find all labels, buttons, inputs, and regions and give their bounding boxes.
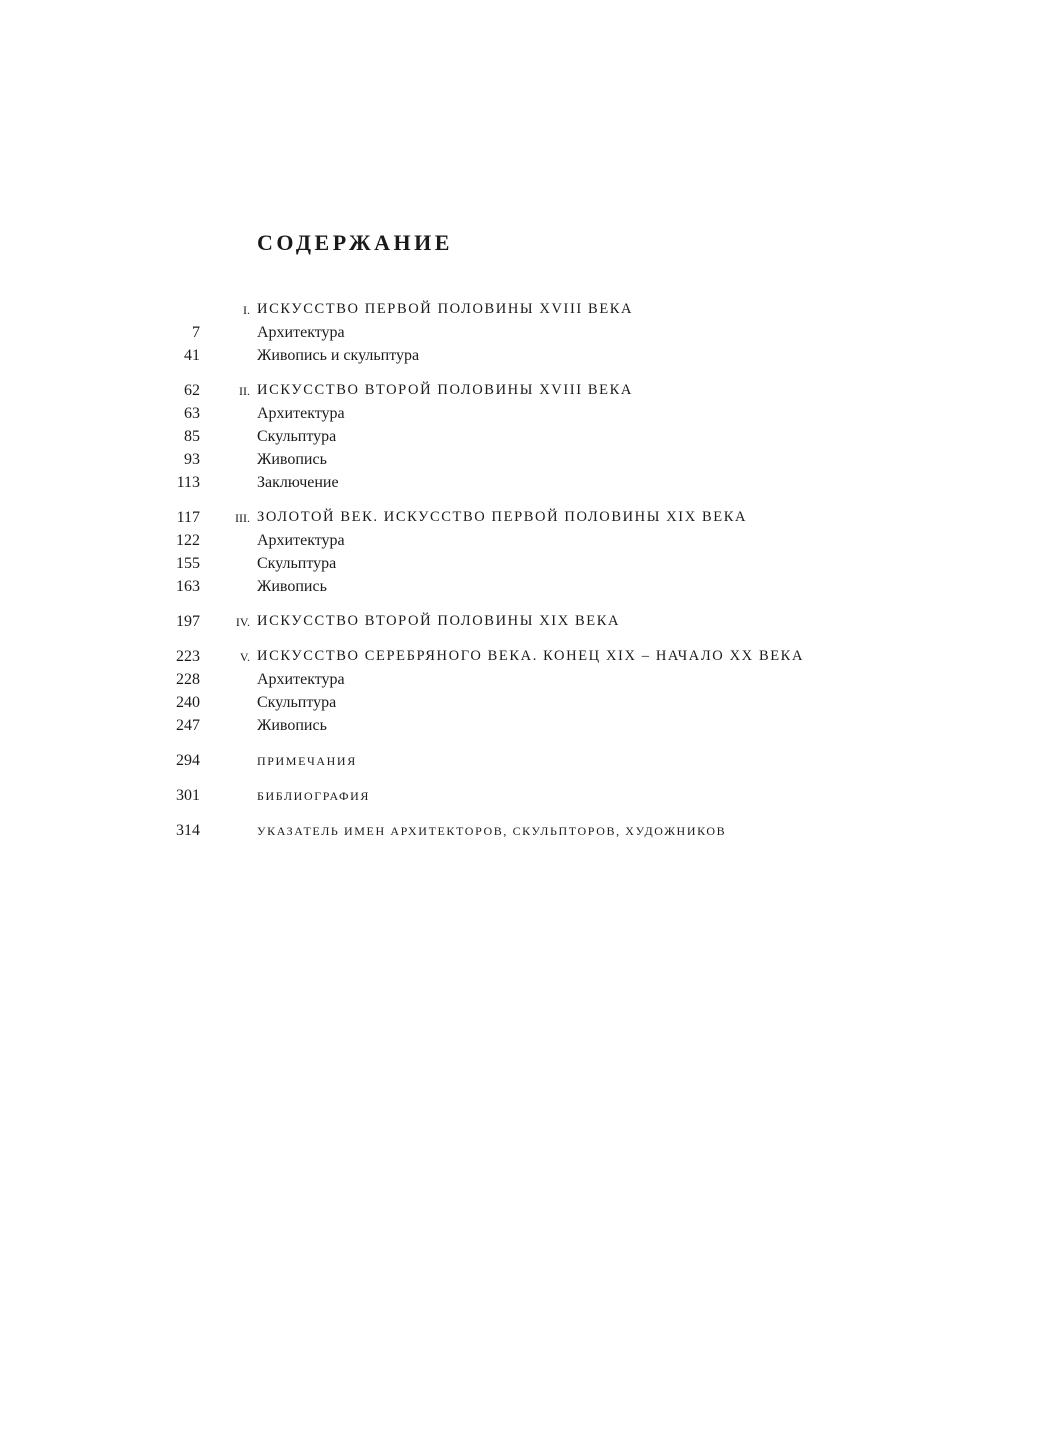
section-numeral: III. — [235, 511, 250, 525]
entry-label: Архитектура — [257, 671, 345, 688]
entry-label: Скульптура — [257, 428, 337, 445]
page-number: 228 — [176, 671, 200, 688]
entry-label: Скульптура — [257, 555, 337, 572]
entry-label: Скульптура — [257, 694, 337, 711]
section-heading: ИСКУССТВО СЕРЕБРЯНОГО ВЕКА. КОНЕЦ XIX – НАЧАЛО XX ВЕКА — [257, 648, 805, 664]
page-number: 197 — [176, 613, 200, 630]
page-number: 163 — [176, 578, 200, 595]
page-number: 155 — [176, 555, 200, 572]
toc-entry — [0, 552, 1041, 575]
toc-appendix-notes — [0, 749, 1041, 772]
page-title: СОДЕРЖАНИЕ — [257, 230, 453, 255]
entry-label: Заключение — [257, 474, 339, 491]
toc-entry — [0, 714, 1041, 737]
section-heading-row — [0, 610, 1041, 633]
toc-section-4 — [0, 610, 1041, 633]
page-number: 122 — [176, 532, 200, 549]
page-number: 314 — [176, 822, 200, 839]
toc-entry — [0, 425, 1041, 448]
toc-entry — [0, 448, 1041, 471]
toc-appendix-bibliography — [0, 784, 1041, 807]
entry-label: Живопись и скульптура — [257, 347, 420, 364]
entry-label: Живопись — [257, 717, 327, 734]
appendix-row — [0, 819, 1041, 842]
section-heading: ИСКУССТВО ВТОРОЙ ПОЛОВИНЫ XIX ВЕКА — [257, 613, 621, 629]
page-number: 113 — [176, 474, 200, 491]
entry-label: Живопись — [257, 578, 327, 595]
toc-entry — [0, 691, 1041, 714]
page-number: 41 — [184, 347, 200, 364]
section-numeral: II. — [239, 384, 250, 398]
entry-label: Живопись — [257, 451, 327, 468]
page-number: 223 — [176, 648, 200, 665]
section-heading: ЗОЛОТОЙ ВЕК. ИСКУССТВО ПЕРВОЙ ПОЛОВИНЫ XIX ВЕКА — [257, 509, 748, 525]
table-of-contents — [0, 298, 1041, 854]
page-number: 62 — [184, 382, 200, 399]
entry-label: Архитектура — [257, 532, 345, 549]
page-number: 93 — [184, 451, 200, 468]
appendix-label: ПРИМЕЧАНИЯ — [257, 754, 357, 768]
toc-section-5 — [0, 645, 1041, 737]
section-heading-row — [0, 298, 1041, 321]
section-numeral: V. — [239, 650, 250, 664]
page-number: 117 — [176, 509, 200, 526]
toc-appendix-index — [0, 819, 1041, 842]
toc-section-2 — [0, 379, 1041, 494]
appendix-row — [0, 784, 1041, 807]
toc-entry — [0, 668, 1041, 691]
toc-entry — [0, 344, 1041, 367]
toc-section-3 — [0, 506, 1041, 598]
page-number: 240 — [176, 694, 200, 711]
toc-entry — [0, 575, 1041, 598]
toc-entry — [0, 402, 1041, 425]
section-heading-row — [0, 506, 1041, 529]
page-number: 301 — [176, 787, 200, 804]
page-number: 294 — [176, 752, 200, 769]
section-heading-row — [0, 645, 1041, 668]
section-heading-row — [0, 379, 1041, 402]
entry-label: Архитектура — [257, 324, 345, 341]
entry-label: Архитектура — [257, 405, 345, 422]
appendix-row — [0, 749, 1041, 772]
section-numeral: IV. — [235, 615, 250, 629]
appendix-label: УКАЗАТЕЛЬ ИМЕН АРХИТЕКТОРОВ, СКУЛЬПТОРОВ, ХУДОЖНИКОВ — [257, 824, 727, 838]
section-heading: ИСКУССТВО ВТОРОЙ ПОЛОВИНЫ XVIII ВЕКА — [257, 382, 633, 398]
toc-entry — [0, 471, 1041, 494]
page-number: 85 — [184, 428, 200, 445]
page-number: 63 — [184, 405, 200, 422]
toc-entry — [0, 529, 1041, 552]
page-number: 7 — [192, 324, 200, 341]
section-heading: ИСКУССТВО ПЕРВОЙ ПОЛОВИНЫ XVIII ВЕКА — [257, 301, 634, 317]
appendix-label: БИБЛИОГРАФИЯ — [257, 789, 370, 803]
page-number: 247 — [176, 717, 200, 734]
toc-entry — [0, 321, 1041, 344]
toc-section-1 — [0, 298, 1041, 367]
section-numeral: I. — [243, 303, 250, 317]
